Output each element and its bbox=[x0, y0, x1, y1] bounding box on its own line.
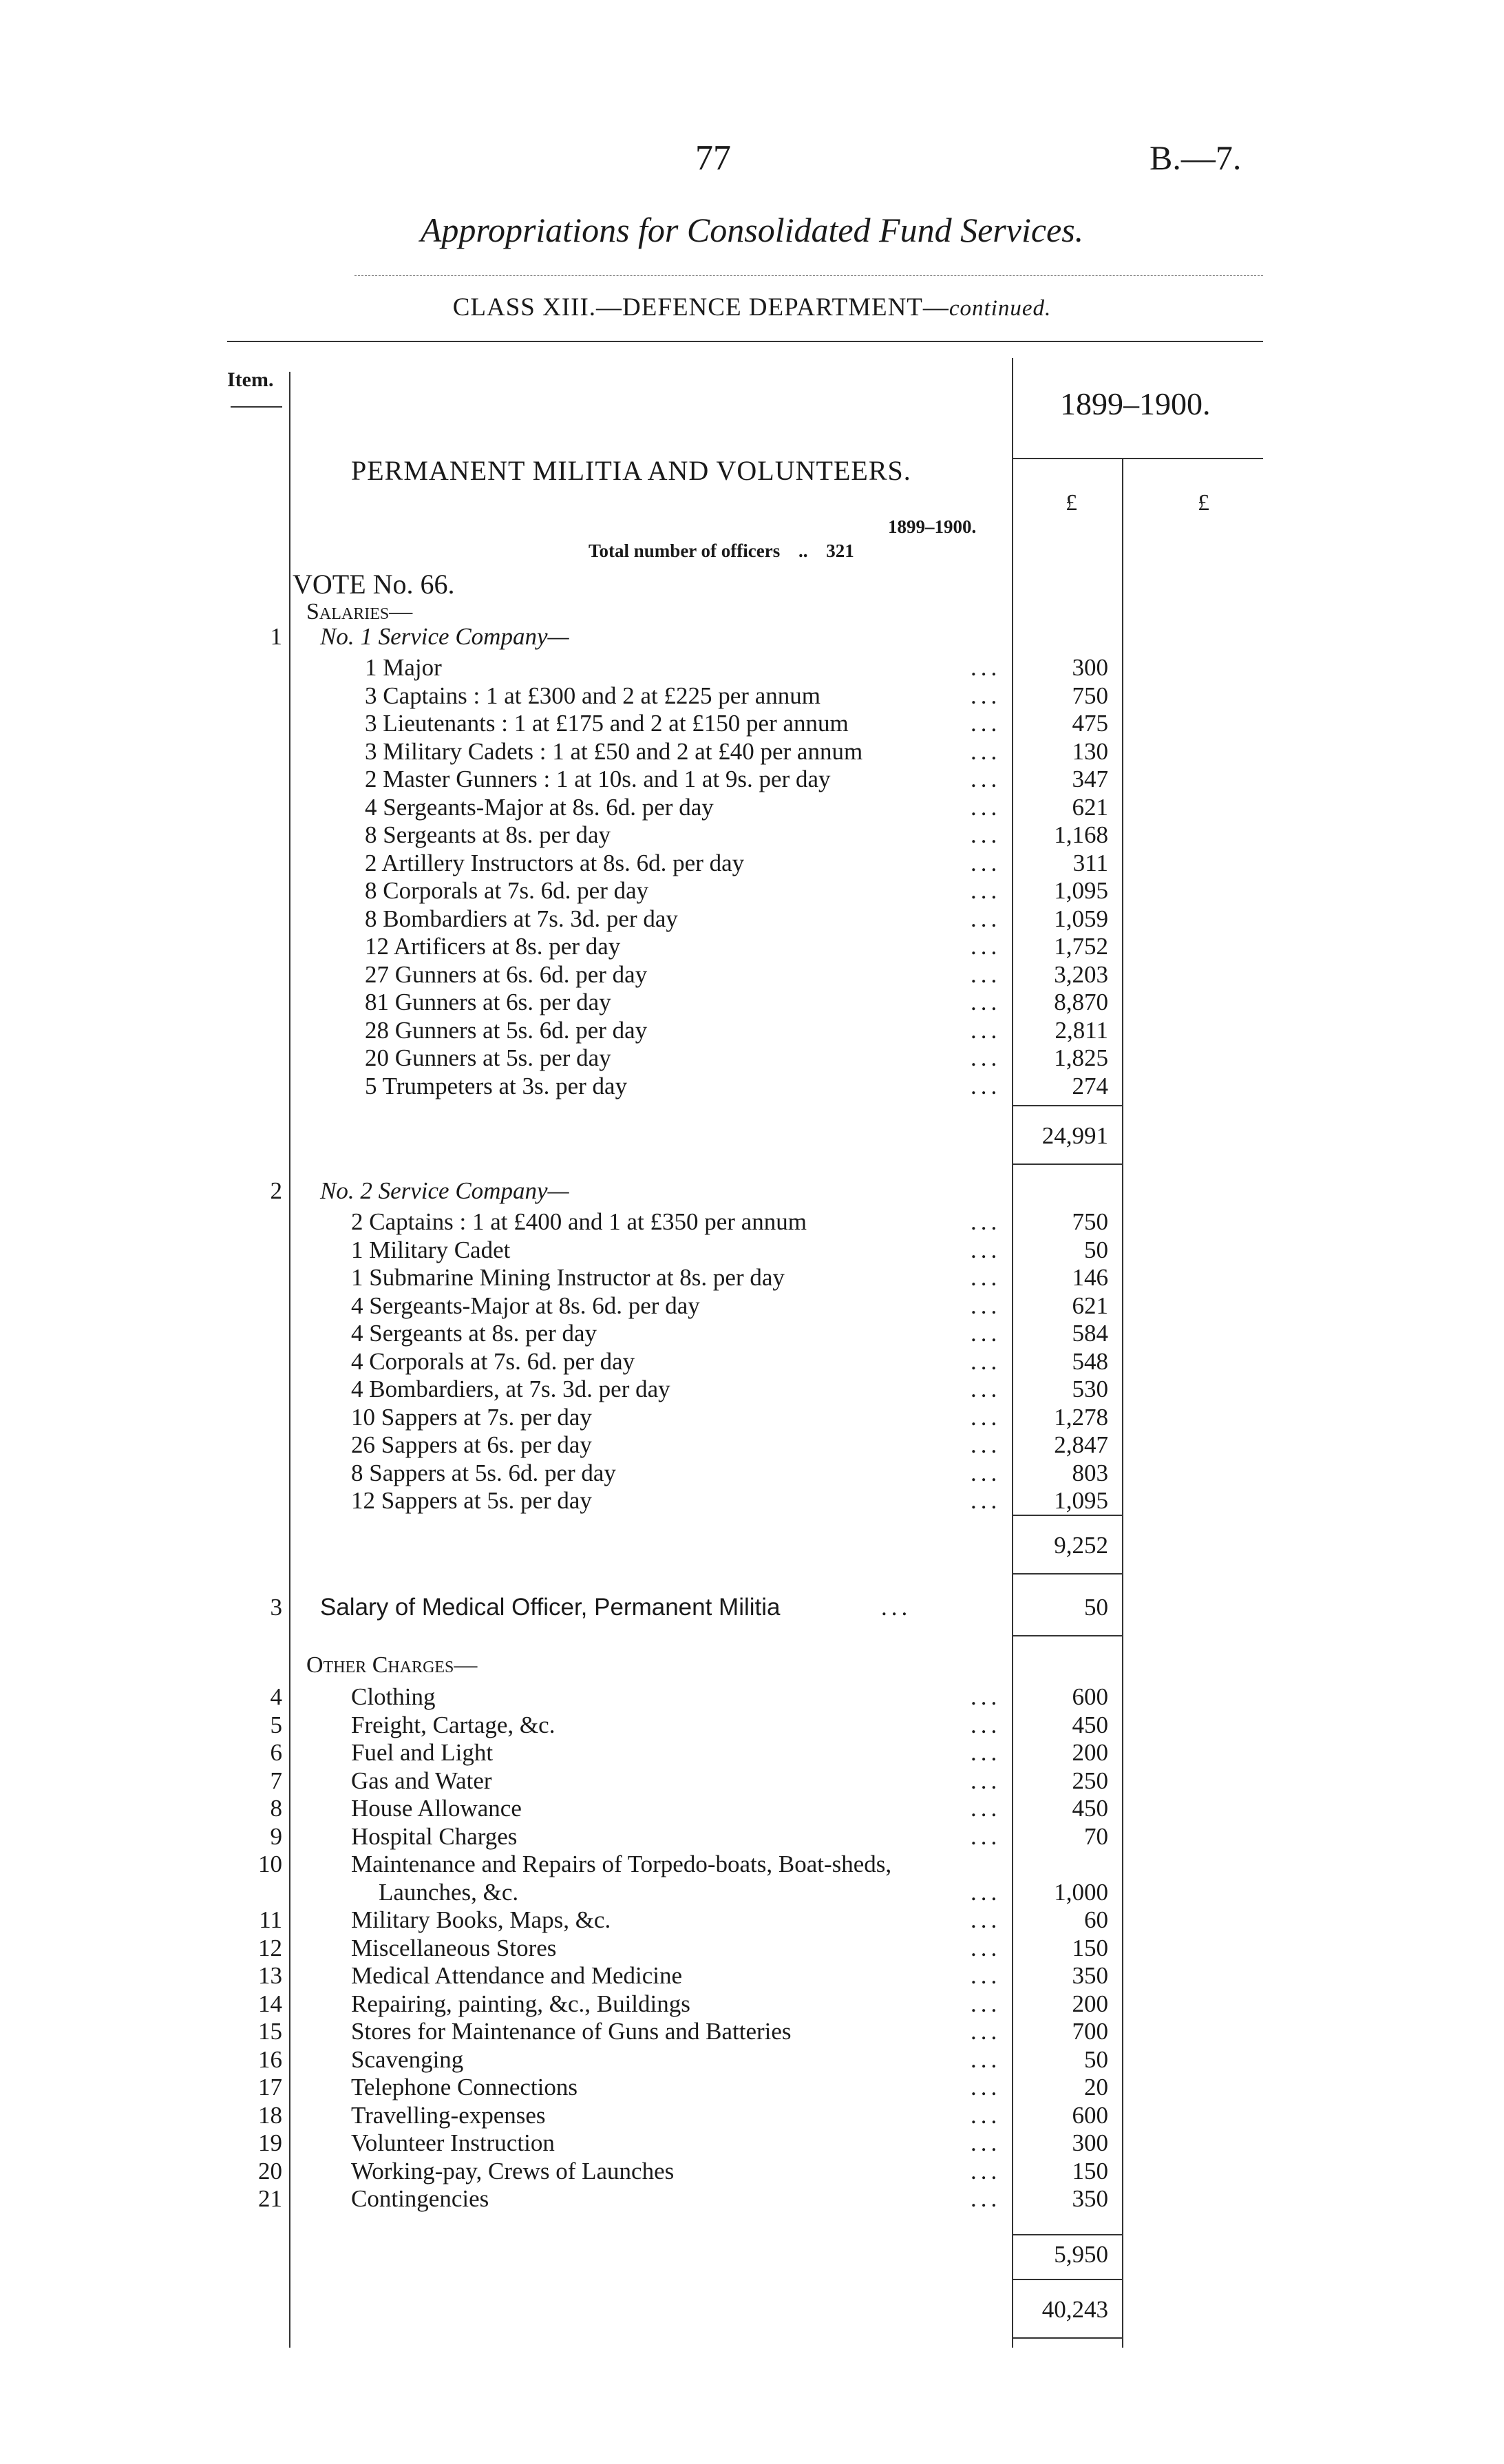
row-label: Clothing bbox=[351, 1683, 436, 1710]
row-label: 81 Gunners at 6s. per day bbox=[365, 989, 611, 1015]
row-label: 20 Gunners at 5s. per day bbox=[365, 1044, 611, 1071]
leader-dots: ... bbox=[971, 821, 1002, 848]
item-number: 13 bbox=[258, 1962, 282, 1989]
leader-dots: ... bbox=[971, 989, 1002, 1015]
row-label: Medical Attendance and Medicine bbox=[351, 1962, 683, 1989]
item-number: 9 bbox=[270, 1822, 282, 1850]
row-label: 8 Bombardiers at 7s. 3d. per day bbox=[365, 905, 678, 932]
row-amount: 1,825 bbox=[1054, 1044, 1108, 1071]
leader-dots: ... bbox=[971, 766, 1002, 792]
leader-dots: ... bbox=[971, 849, 1002, 876]
row-amount: 146 bbox=[1072, 1264, 1108, 1291]
row-label: 4 Sergeants-Major at 8s. 6d. per day bbox=[365, 793, 714, 821]
leader-dots: ... bbox=[971, 1990, 1002, 2017]
leader-dots: ... bbox=[971, 905, 1002, 932]
leader-dots: ... bbox=[971, 1431, 1002, 1458]
year-heading: 1899–1900. bbox=[1060, 386, 1211, 421]
row-label: Contingencies bbox=[351, 2185, 489, 2212]
row-label: Hospital Charges bbox=[351, 1822, 518, 1850]
leader-dots: ... bbox=[971, 1795, 1002, 1822]
row-amount: 548 bbox=[1072, 1347, 1108, 1375]
row-label: 28 Gunners at 5s. 6d. per day bbox=[365, 1016, 648, 1044]
row-amount: 1,000 bbox=[1054, 1878, 1108, 1906]
item-number: 7 bbox=[270, 1767, 282, 1794]
leader-dots: ... bbox=[971, 1459, 1002, 1486]
item-number: 16 bbox=[258, 2045, 282, 2073]
row-label: Volunteer Instruction bbox=[351, 2129, 555, 2156]
row-amount: 274 bbox=[1072, 1072, 1108, 1099]
leader-dots: ... bbox=[971, 2157, 1002, 2184]
leader-dots: ... bbox=[971, 1208, 1002, 1235]
company-1-heading: No. 1 Service Company— bbox=[320, 623, 569, 650]
row-amount: 347 bbox=[1072, 766, 1108, 792]
leader-dots: ... bbox=[881, 1594, 912, 1621]
item-number: 8 bbox=[270, 1795, 282, 1822]
vote-number: VOTE No. 66. bbox=[293, 569, 455, 600]
row-label: 8 Sappers at 5s. 6d. per day bbox=[351, 1459, 616, 1486]
row-label: 3 Lieutenants : 1 at £175 and 2 at £150 per annum bbox=[365, 710, 849, 737]
row-amount: 584 bbox=[1072, 1320, 1108, 1347]
other-charges-heading: Other Charges— bbox=[306, 1652, 478, 1678]
leader-dots: ... bbox=[971, 1962, 1002, 1989]
row-label: 1 Submarine Mining Instructor at 8s. per day bbox=[351, 1264, 785, 1291]
row-amount: 803 bbox=[1072, 1459, 1108, 1486]
page-title: Appropriations for Consolidated Fund Services. bbox=[420, 211, 1084, 249]
row-amount: 300 bbox=[1072, 654, 1108, 681]
item-number: 1 bbox=[270, 623, 282, 650]
row-amount: 1,168 bbox=[1054, 821, 1108, 848]
item-number: 17 bbox=[258, 2074, 282, 2100]
salaries-heading: Salaries— bbox=[306, 599, 413, 624]
row-label: Maintenance and Repairs of Torpedo-boats, Boat-sheds, bbox=[351, 1851, 892, 1877]
item-number: 10 bbox=[258, 1851, 282, 1877]
row-amount: 20 bbox=[1084, 2074, 1108, 2100]
row-label: Fuel and Light bbox=[351, 1739, 494, 1766]
leader-dots: ... bbox=[971, 1934, 1002, 1961]
leader-dots: ... bbox=[971, 1347, 1002, 1375]
row-amount: 311 bbox=[1072, 849, 1108, 876]
row-label: 2 Master Gunners : 1 at 10s. and 1 at 9s. per day bbox=[365, 766, 831, 792]
company-1-subtotal: 24,991 bbox=[1041, 1122, 1108, 1149]
leader-dots: ... bbox=[971, 2101, 1002, 2129]
row-label: Telephone Connections bbox=[351, 2074, 578, 2100]
leader-dots: ... bbox=[971, 1822, 1002, 1850]
item-number: 4 bbox=[270, 1683, 282, 1710]
leader-dots: ... bbox=[971, 654, 1002, 681]
row-label: 4 Sergeants at 8s. per day bbox=[351, 1320, 597, 1347]
row-label: Scavenging bbox=[351, 2045, 464, 2073]
row-label-continued: Launches, &c. bbox=[379, 1878, 519, 1906]
leader-dots: ... bbox=[971, 1487, 1002, 1514]
grand-total: 40,243 bbox=[1041, 2296, 1108, 2323]
leader-dots: ... bbox=[971, 1403, 1002, 1431]
leader-dots: ... bbox=[971, 1878, 1002, 1906]
leader-dots: ... bbox=[971, 2074, 1002, 2100]
leader-dots: ... bbox=[971, 682, 1002, 709]
leader-dots: ... bbox=[971, 793, 1002, 821]
item-number: 5 bbox=[270, 1711, 282, 1738]
row-label: 12 Sappers at 5s. per day bbox=[351, 1487, 592, 1514]
other-charges-subtotal: 5,950 bbox=[1054, 2241, 1108, 2268]
row-amount: 350 bbox=[1072, 2185, 1108, 2212]
row-label: 4 Sergeants-Major at 8s. 6d. per day bbox=[351, 1292, 700, 1319]
row-label: Military Books, Maps, &c. bbox=[351, 1906, 611, 1933]
leader-dots: ... bbox=[971, 1376, 1002, 1402]
leader-dots: ... bbox=[971, 1767, 1002, 1794]
page-reference: B.—7. bbox=[1150, 138, 1242, 177]
row-label: House Allowance bbox=[351, 1795, 522, 1822]
leader-dots: ... bbox=[971, 877, 1002, 904]
row-amount: 50 bbox=[1084, 2045, 1108, 2073]
row-label: 2 Captains : 1 at £400 and 1 at £350 per annum bbox=[351, 1208, 807, 1235]
leader-dots: ... bbox=[971, 1072, 1002, 1099]
row-amount: 250 bbox=[1072, 1767, 1108, 1794]
row-amount: 450 bbox=[1072, 1795, 1108, 1822]
row-amount: 150 bbox=[1072, 1934, 1108, 1961]
company-2-subtotal: 9,252 bbox=[1054, 1532, 1108, 1559]
row-amount: 1,095 bbox=[1054, 1487, 1108, 1514]
row-amount: 70 bbox=[1084, 1822, 1108, 1850]
officers-year: 1899–1900. bbox=[888, 516, 977, 537]
section-title: PERMANENT MILITIA AND VOLUNTEERS. bbox=[351, 455, 911, 486]
row-label: 27 Gunners at 6s. 6d. per day bbox=[365, 960, 648, 988]
class-heading: CLASS XIII.—DEFENCE DEPARTMENT—continued. bbox=[452, 293, 1052, 322]
row-label: Stores for Maintenance of Guns and Batteries bbox=[351, 2018, 792, 2045]
item-number: 3 bbox=[270, 1594, 282, 1621]
row-label: 4 Bombardiers, at 7s. 3d. per day bbox=[351, 1376, 670, 1402]
leader-dots: ... bbox=[971, 2018, 1002, 2045]
medical-amount: 50 bbox=[1084, 1594, 1108, 1621]
row-amount: 600 bbox=[1072, 1683, 1108, 1710]
row-amount: 60 bbox=[1084, 1906, 1108, 1933]
row-label: Working-pay, Crews of Launches bbox=[351, 2157, 675, 2184]
row-label: 8 Sergeants at 8s. per day bbox=[365, 821, 611, 848]
row-amount: 200 bbox=[1072, 1990, 1108, 2017]
page-number: 77 bbox=[695, 138, 731, 178]
item-number: 15 bbox=[258, 2018, 282, 2045]
leader-dots: ... bbox=[971, 1906, 1002, 1933]
row-label: 12 Artificers at 8s. per day bbox=[365, 933, 621, 960]
row-label: 3 Captains : 1 at £300 and 2 at £225 per annum bbox=[365, 682, 820, 709]
row-label: 4 Corporals at 7s. 6d. per day bbox=[351, 1347, 635, 1375]
row-amount: 300 bbox=[1072, 2129, 1108, 2156]
row-label: Freight, Cartage, &c. bbox=[351, 1711, 555, 1738]
row-amount: 621 bbox=[1072, 793, 1108, 821]
row-amount: 150 bbox=[1072, 2157, 1108, 2184]
row-label: Gas and Water bbox=[351, 1767, 492, 1794]
row-amount: 475 bbox=[1072, 710, 1108, 737]
row-label: 26 Sappers at 6s. per day bbox=[351, 1431, 592, 1458]
leader-dots: ... bbox=[971, 933, 1002, 960]
leader-dots: ... bbox=[971, 1016, 1002, 1044]
item-number: 20 bbox=[258, 2157, 282, 2184]
leader-dots: ... bbox=[971, 1683, 1002, 1710]
row-amount: 750 bbox=[1072, 682, 1108, 709]
company-2-heading: No. 2 Service Company— bbox=[320, 1177, 569, 1204]
row-amount: 50 bbox=[1084, 1236, 1108, 1263]
item-number: 14 bbox=[258, 1990, 282, 2017]
leader-dots: ... bbox=[971, 1264, 1002, 1291]
row-label: 8 Corporals at 7s. 6d. per day bbox=[365, 877, 649, 904]
medical-officer-label: Salary of Medical Officer, Permanent Militia bbox=[320, 1594, 781, 1621]
row-label: 2 Artillery Instructors at 8s. 6d. per day bbox=[365, 849, 745, 876]
item-number: 18 bbox=[258, 2101, 282, 2129]
row-amount: 530 bbox=[1072, 1376, 1108, 1402]
leader-dots: ... bbox=[971, 1044, 1002, 1071]
row-amount: 1,278 bbox=[1054, 1403, 1108, 1431]
leader-dots: ... bbox=[971, 737, 1002, 765]
row-label: 3 Military Cadets : 1 at £50 and 2 at £40 per annum bbox=[365, 737, 863, 765]
leader-dots: ... bbox=[971, 2129, 1002, 2156]
item-column-label: Item. bbox=[227, 368, 274, 391]
item-number: 2 bbox=[270, 1177, 282, 1204]
leader-dots: ... bbox=[971, 2045, 1002, 2073]
leader-dots: ... bbox=[971, 1711, 1002, 1738]
item-number: 19 bbox=[258, 2129, 282, 2156]
item-number: 11 bbox=[259, 1906, 282, 1933]
row-amount: 450 bbox=[1072, 1711, 1108, 1738]
row-label: 10 Sappers at 7s. per day bbox=[351, 1403, 592, 1431]
row-amount: 8,870 bbox=[1054, 989, 1108, 1015]
row-label: Travelling-expenses bbox=[351, 2101, 546, 2129]
row-amount: 1,752 bbox=[1054, 933, 1108, 960]
row-amount: 3,203 bbox=[1054, 960, 1108, 988]
item-number: 6 bbox=[270, 1739, 282, 1766]
leader-dots: ... bbox=[971, 1236, 1002, 1263]
item-number: 12 bbox=[258, 1934, 282, 1961]
row-label: Miscellaneous Stores bbox=[351, 1934, 557, 1961]
currency-right: £ bbox=[1198, 490, 1209, 516]
leader-dots: ... bbox=[971, 1292, 1002, 1319]
row-amount: 130 bbox=[1072, 737, 1108, 765]
leader-dots: ... bbox=[971, 2185, 1002, 2212]
leader-dots: ... bbox=[971, 1320, 1002, 1347]
row-amount: 700 bbox=[1072, 2018, 1108, 2045]
leader-dots: ... bbox=[971, 1739, 1002, 1766]
currency-left: £ bbox=[1066, 490, 1077, 516]
row-amount: 350 bbox=[1072, 1962, 1108, 1989]
row-label: 5 Trumpeters at 3s. per day bbox=[365, 1072, 628, 1099]
row-amount: 2,811 bbox=[1055, 1016, 1108, 1044]
row-amount: 2,847 bbox=[1054, 1431, 1108, 1458]
row-amount: 750 bbox=[1072, 1208, 1108, 1235]
leader-dots: ... bbox=[971, 960, 1002, 988]
leader-dots: ... bbox=[971, 710, 1002, 737]
row-amount: 1,059 bbox=[1054, 905, 1108, 932]
row-label: Repairing, painting, &c., Buildings bbox=[351, 1990, 690, 2017]
row-label: 1 Major bbox=[365, 654, 442, 681]
row-amount: 621 bbox=[1072, 1292, 1108, 1319]
row-amount: 600 bbox=[1072, 2101, 1108, 2129]
officers-total: Total number of officers .. 321 bbox=[589, 540, 854, 561]
row-amount: 1,095 bbox=[1054, 877, 1108, 904]
item-number: 21 bbox=[258, 2185, 282, 2212]
row-amount: 200 bbox=[1072, 1739, 1108, 1766]
row-label: 1 Military Cadet bbox=[351, 1236, 511, 1263]
